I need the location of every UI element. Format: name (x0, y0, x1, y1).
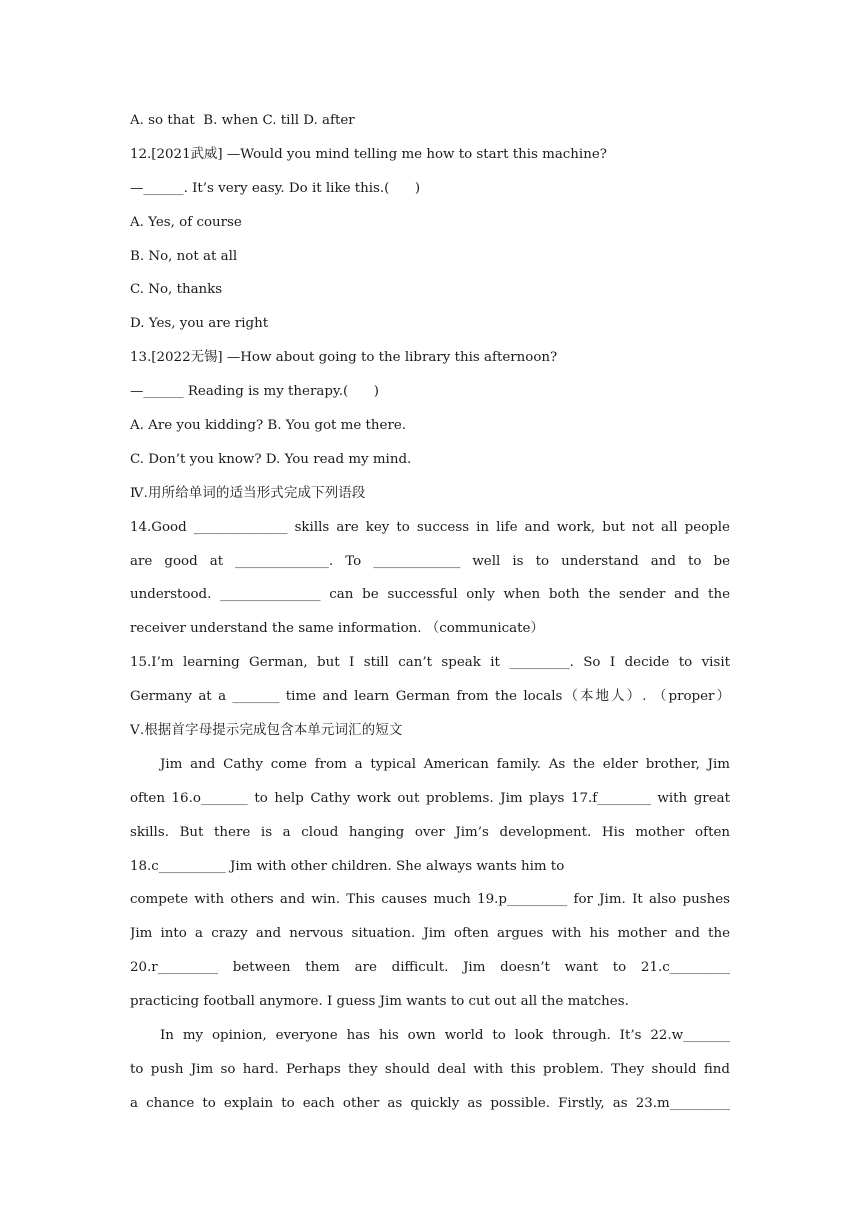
text-line: 15.I’m learning German, but I still can’t speak it _________. So I decide to visit (130, 655, 730, 671)
text-line: compete with others and win. This causes much 19.p_________ for Jim. It also pushes (130, 892, 730, 908)
section-heading: Ⅴ.根据首字母提示完成包含本单元词汇的短文 (130, 723, 403, 739)
text-line: 14.Good ______________ skills are key to success in life and work, but not all people (130, 519, 730, 535)
document-page (130, 104, 730, 1121)
text-line: A. Are you kidding? B. You got me there. (130, 418, 407, 434)
text-line: Jim into a crazy and nervous situation. Jim often argues with his mother and the (130, 926, 730, 942)
text-line: A. Yes, of course (130, 214, 242, 230)
text-line: a chance to explain to each other as quickly as possible. Firstly, as 23.m_________ (130, 1095, 730, 1111)
text-line: 20.r_________ between them are difficult. Jim doesn’t want to 21.c_________ (130, 960, 730, 976)
text-line: —______. It’s very easy. Do it like this.( ) (130, 180, 421, 196)
text-line: D. Yes, you are right (130, 316, 269, 332)
text-line: 18.c__________ Jim with other children. She always wants him to (130, 858, 565, 874)
text-line: Jim and Cathy come from a typical American family. As the elder brother, Jim (160, 756, 730, 772)
section-heading: Ⅳ.用所给单词的适当形式完成下列语段 (130, 485, 366, 501)
text-line: B. No, not at all (130, 248, 238, 264)
text-line: to push Jim so hard. Perhaps they should deal with this problem. They should find (130, 1061, 730, 1077)
text-line: skills. But there is a cloud hanging over Jim’s development. His mother often (130, 824, 730, 840)
text-line: receiver understand the same information. （communicate） (130, 621, 544, 637)
text-line: Germany at a _______ time and learn German from the locals（本地人）. （proper） (130, 689, 730, 705)
text-line: A. so that B. when C. till D. after (130, 113, 355, 128)
text-line: practicing football anymore. I guess Jim wants to cut out all the matches. (130, 994, 629, 1010)
text-line: In my opinion, everyone has his own world to look through. It’s 22.w_______ (160, 1028, 730, 1044)
text-line: 12.[2021武威] —Would you mind telling me how to start this machine? (130, 146, 607, 162)
text-line: 13.[2022无锡] —How about going to the library this afternoon? (130, 350, 558, 366)
text-line: C. No, thanks (130, 282, 223, 298)
text-line: —______ Reading is my therapy.( ) (130, 384, 379, 400)
text-line: understood. _______________ can be successful only when both the sender and the (130, 587, 730, 603)
text-line: C. Don’t you know? D. You read my mind. (130, 451, 412, 467)
text-line: often 16.o_______ to help Cathy work out problems. Jim plays 17.f________ with great (130, 790, 730, 806)
text-line: are good at ______________. To _____________ well is to understand and to be (130, 553, 730, 569)
